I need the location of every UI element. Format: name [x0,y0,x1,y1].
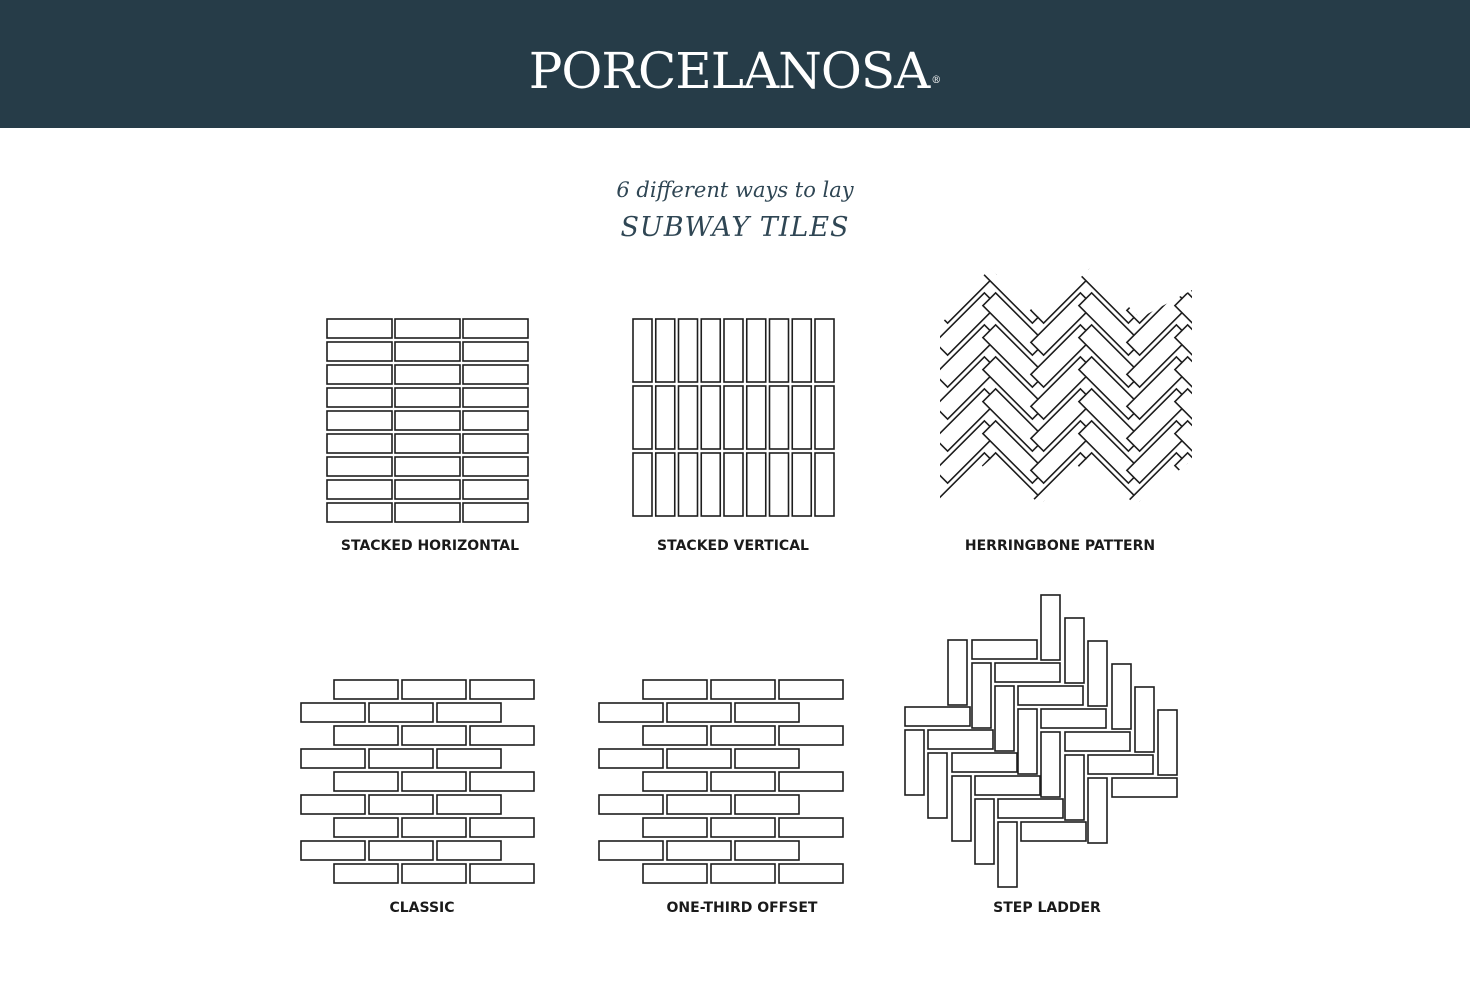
tile [815,386,834,449]
tile [701,453,720,516]
tile [1088,778,1107,843]
tile [747,319,766,382]
tile [905,707,970,726]
tile [369,703,433,722]
tile [1175,453,1237,515]
tile [643,864,707,883]
tile [928,753,947,818]
tile [1088,641,1107,706]
tile [779,680,843,699]
tile [470,772,534,791]
tile [667,841,731,860]
stacked-horizontal-diagram [327,319,528,522]
tile [735,795,799,814]
tile [995,663,1060,682]
tile [463,411,528,430]
tile [395,480,460,499]
tile [1065,618,1084,683]
tile [735,841,799,860]
tile [369,795,433,814]
tile [470,726,534,745]
tile [395,365,460,384]
tile [679,453,698,516]
tile [770,453,789,516]
tile [395,503,460,522]
tile [463,503,528,522]
tile [656,386,675,449]
tile [463,388,528,407]
label-herringbone-pattern: HERRINGBONE PATTERN [964,538,1156,554]
tile [395,457,460,476]
tile [747,453,766,516]
tile [1158,710,1177,775]
tile [747,386,766,449]
tile [402,864,466,883]
tile [402,726,466,745]
tile [369,749,433,768]
tile [815,319,834,382]
tile [735,749,799,768]
tile [952,776,971,841]
tile [633,319,652,382]
tile [948,640,967,705]
tile [1018,709,1037,774]
tile [463,365,528,384]
intro-title: SUBWAY TILES [620,212,850,243]
tile [779,772,843,791]
tile [679,319,698,382]
tile [792,453,811,516]
label-step-ladder: STEP LADDER [993,900,1101,916]
tile [395,434,460,453]
tile [1041,595,1060,660]
tile [437,703,501,722]
tile [327,388,392,407]
tile [643,772,707,791]
tile [975,799,994,864]
tile [395,342,460,361]
tile [599,841,663,860]
tile [701,386,720,449]
tile [395,388,460,407]
tile [770,386,789,449]
tile [928,730,993,749]
tile [334,772,398,791]
tile [599,749,663,768]
tile [402,680,466,699]
tile [656,319,675,382]
tile [463,480,528,499]
tile [952,753,1017,772]
tile [792,319,811,382]
tile [972,663,991,728]
tile [301,841,365,860]
tile [1112,778,1177,797]
tile [975,776,1040,795]
tile [395,319,460,338]
tile [599,703,663,722]
tile [327,457,392,476]
tile [1018,686,1083,705]
tile [463,434,528,453]
tile [1135,687,1154,752]
tile [327,434,392,453]
tile [779,726,843,745]
tile [301,795,365,814]
tile [656,453,675,516]
tile [1065,732,1130,751]
tile [470,680,534,699]
tile [1088,755,1153,774]
tile [633,386,652,449]
tile [998,822,1017,887]
tile [667,749,731,768]
tile [770,319,789,382]
tile [1041,732,1060,797]
tile [643,726,707,745]
tile [327,480,392,499]
tile [463,457,528,476]
tile [643,818,707,837]
tile [327,503,392,522]
label-stacked-horizontal: STACKED HORIZONTAL [340,538,520,554]
tile [724,453,743,516]
tile [395,411,460,430]
tile [463,342,528,361]
tile [1041,709,1106,728]
tile [711,726,775,745]
tile [1065,755,1084,820]
tile [633,453,652,516]
tile [599,795,663,814]
classic-diagram [301,680,534,883]
tile [667,703,731,722]
tile [711,680,775,699]
tile [905,730,924,795]
tile [711,864,775,883]
tile [437,749,501,768]
registered-mark: ® [931,75,942,86]
tile [327,411,392,430]
herringbone-diagram [935,261,1237,579]
one-third-offset-diagram [599,680,843,883]
tile [711,818,775,837]
tile [334,726,398,745]
stacked-vertical-diagram [633,319,834,516]
tile [792,386,811,449]
tile [711,772,775,791]
intro-subtitle: 6 different ways to lay [616,178,854,202]
tile [301,703,365,722]
tile [679,386,698,449]
tile [402,772,466,791]
tile [779,864,843,883]
tile [470,864,534,883]
tile [327,342,392,361]
tile [327,365,392,384]
tile [463,319,528,338]
tile [369,841,433,860]
tile [998,799,1063,818]
label-classic: CLASSIC [389,900,455,916]
tile [779,818,843,837]
tile [402,818,466,837]
label-stacked-vertical: STACKED VERTICAL [657,538,809,554]
tile [1175,421,1237,483]
brand-name: PORCELANOSA [528,42,930,100]
tile [735,703,799,722]
tile [437,795,501,814]
tile [995,686,1014,751]
tile [327,319,392,338]
tile [1021,822,1086,841]
label-one-third-offset: ONE-THIRD OFFSET [666,900,818,916]
tile [701,319,720,382]
tile [470,818,534,837]
tile [724,319,743,382]
tile [724,386,743,449]
tile [643,680,707,699]
tile [1112,664,1131,729]
tile [815,453,834,516]
tile [667,795,731,814]
tile [437,841,501,860]
tile [972,640,1037,659]
tile [334,864,398,883]
step-ladder-diagram [905,595,1177,887]
tile [334,818,398,837]
tile [334,680,398,699]
tile [301,749,365,768]
